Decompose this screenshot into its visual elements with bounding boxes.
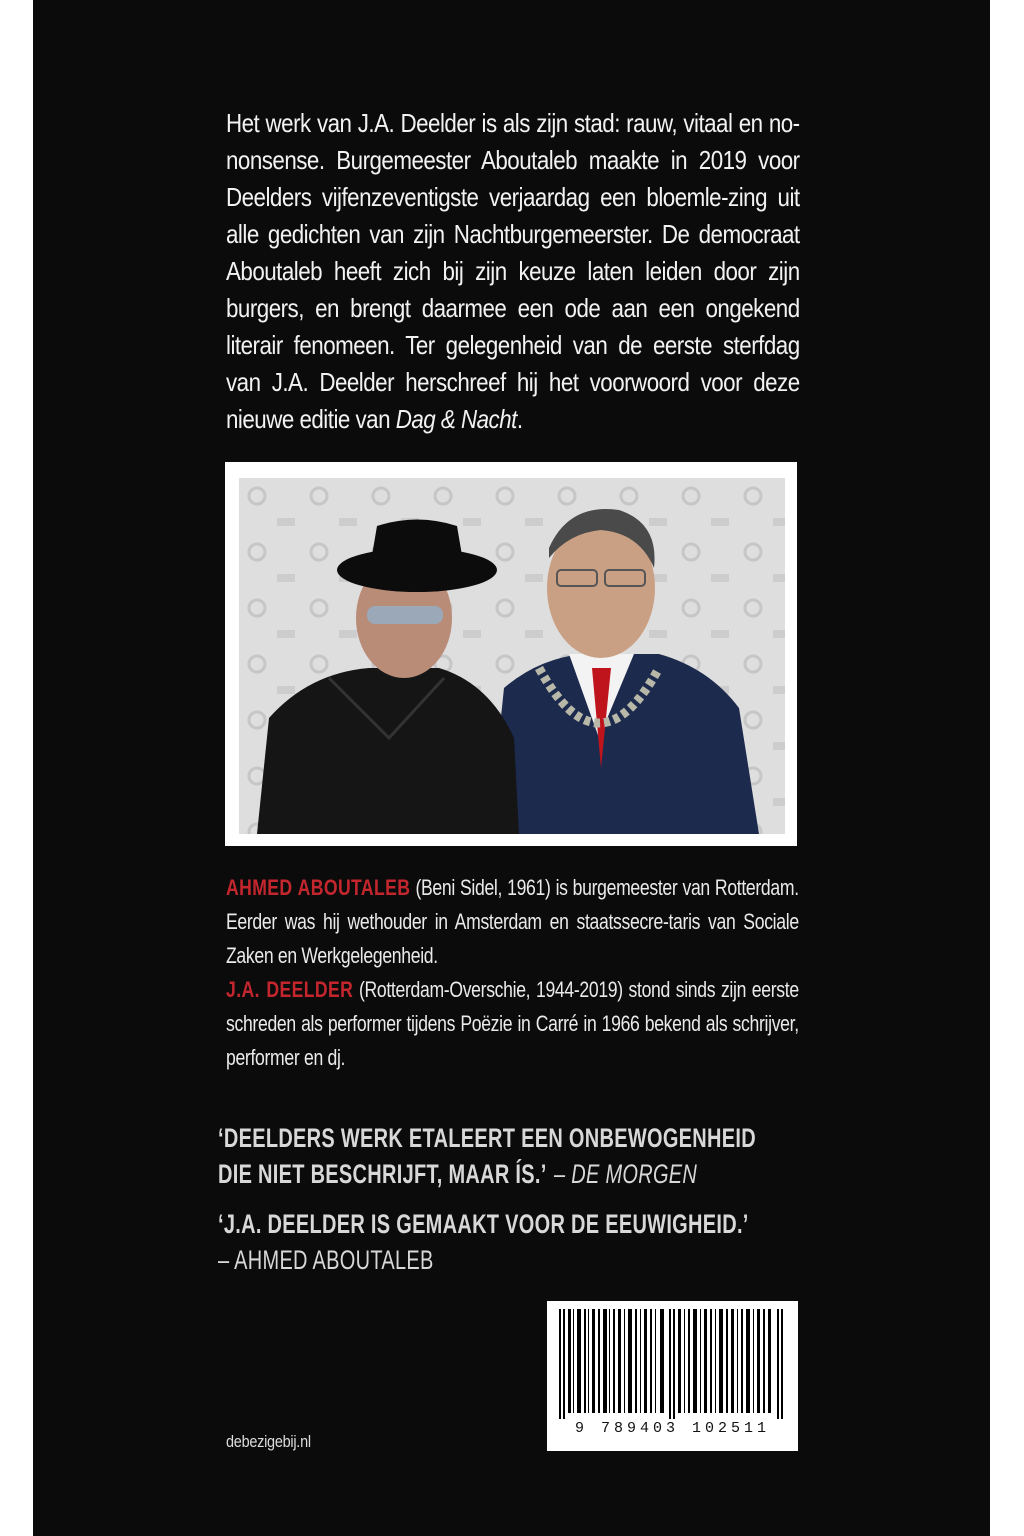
blurb-body: Het werk van J.A. Deelder is als zijn stad: rauw, vitaal en no-nonsense. Burgemeester Aboutaleb maakte in 2019 voor Deelders vijfenzeventigste verjaardag een bloemle-zing uit alle gedichten van zijn Nachtburgemeerster. De democraat Aboutaleb heeft zich bij zijn keuze laten leiden door zijn burgers, en brengt daarmee een ode aan een ongekend literair fenomeen. Ter gelegenheid van de eerste sterfdag van J.A. Deelder herschreef hij het voorwoord voor deze nieuwe editie van [226, 108, 800, 434]
quote-source: – AHMED ABOUTALEB [218, 1245, 434, 1275]
bio-aboutaleb: (Beni Sidel, 1961) is burgemeester van Rotterdam. Eerder was hij wethouder in Amsterdam en staatssecre-taris van Sociale Zaken en Werkgelegenheid. [226, 875, 799, 968]
review-quote [218, 1206, 795, 1278]
blurb-text [226, 105, 800, 438]
author-photo [239, 478, 785, 834]
isbn-number: 9 789403 102511 [574, 1420, 771, 1437]
author-bios [226, 871, 799, 1075]
author-name-aboutaleb: AHMED ABOUTALEB [226, 875, 411, 900]
book-title-italic: Dag & Nacht [395, 404, 517, 434]
barcode [547, 1301, 798, 1451]
quote-text: ‘DEELDERS WERK ETALEERT EEN ONBEWOGENHEID DIE NIET BESCHRIJFT, MAAR ÍS.’ [218, 1123, 756, 1189]
review-quote [218, 1120, 795, 1192]
barcode-bars [557, 1309, 788, 1419]
publisher-website[interactable]: debezigebij.nl [226, 1432, 311, 1451]
bio-deelder: (Rotterdam-Overschie, 1944-2019) stond sinds zijn eerste schreden als performer tijdens Poëzie in Carré in 1966 bekend als schrijver, performer en dj. [226, 977, 799, 1070]
quote-text: ‘J.A. DEELDER IS GEMAAKT VOOR DE EEUWIGHEID.’ [218, 1209, 749, 1239]
quote-source: – DE MORGEN [553, 1159, 698, 1189]
photo-illustration [239, 478, 785, 834]
author-photo-frame [225, 462, 797, 846]
blurb-end: . [516, 404, 523, 434]
author-name-deelder: J.A. DEELDER [226, 977, 354, 1002]
